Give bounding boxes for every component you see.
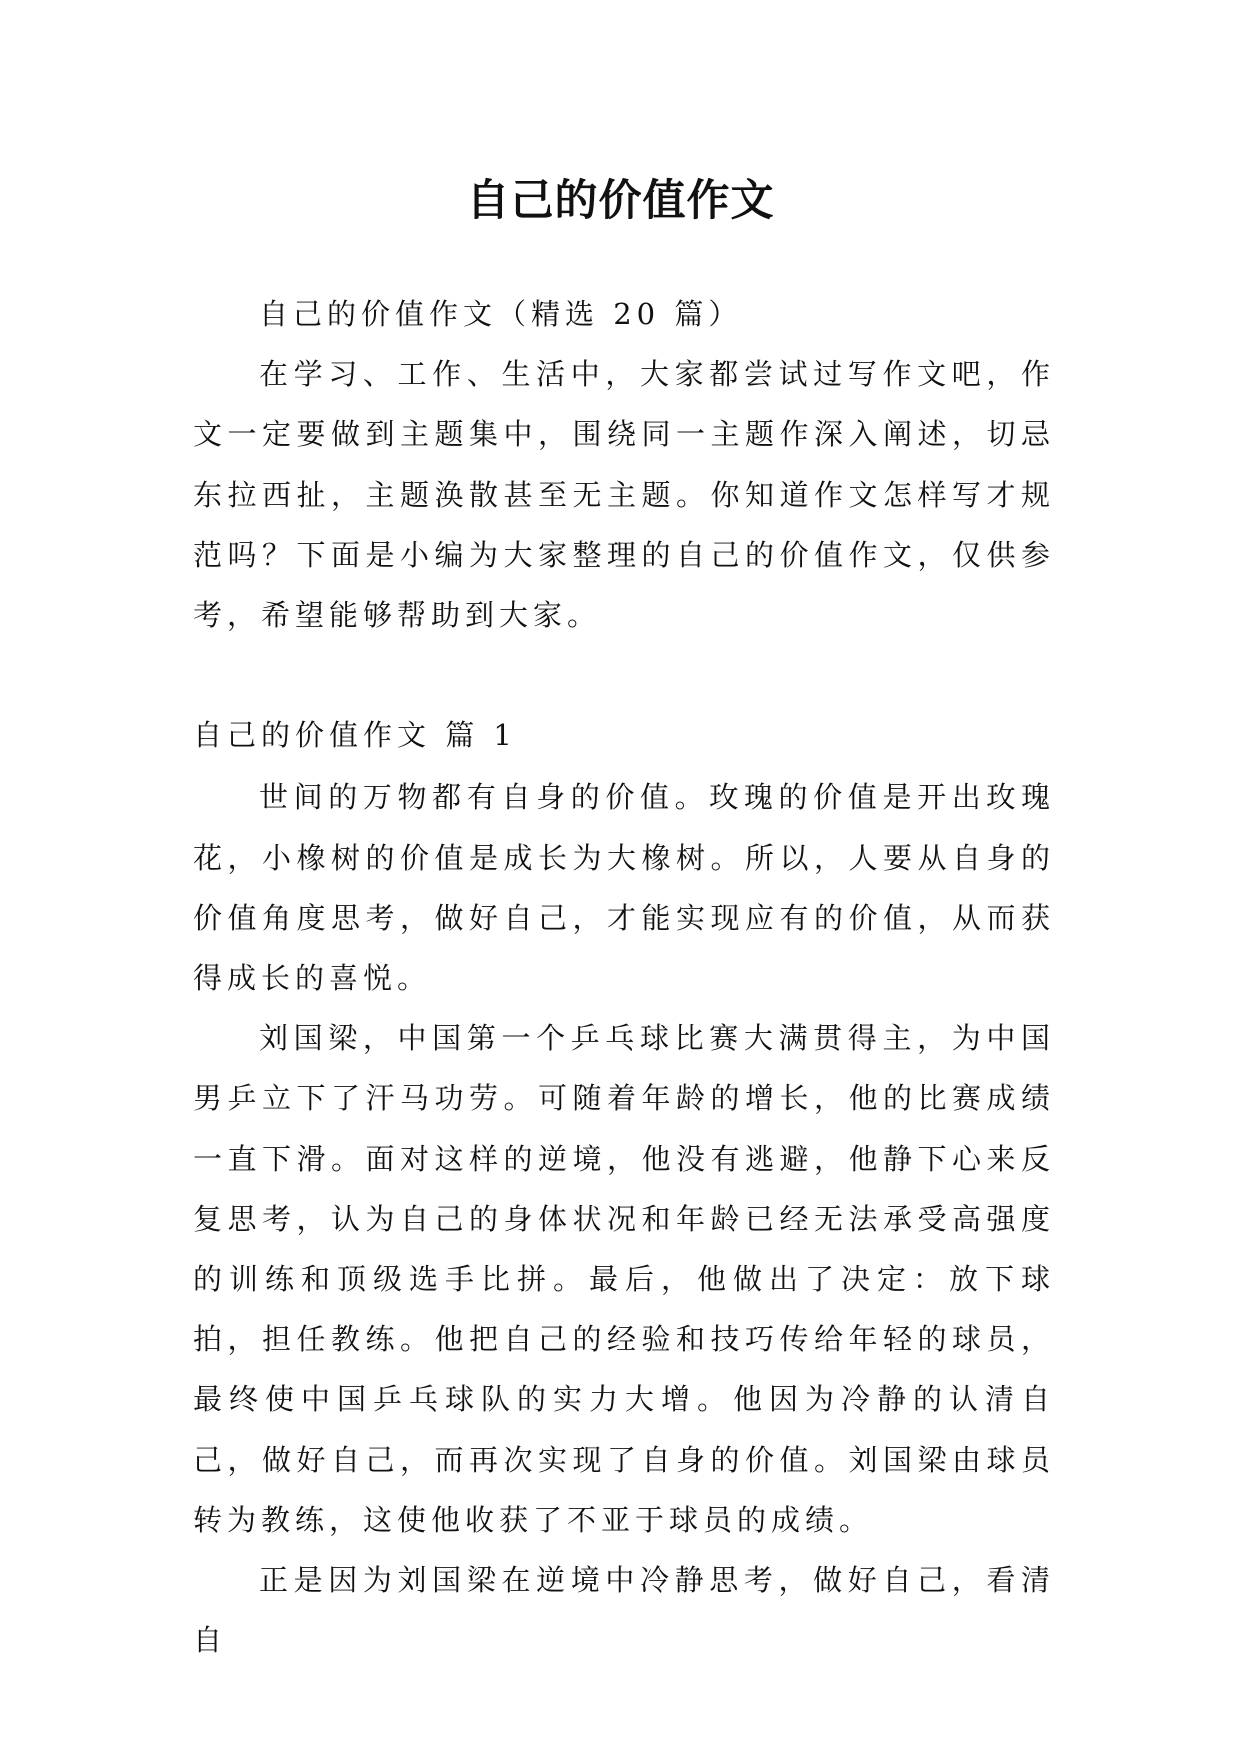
body-paragraph: 世间的万物都有自身的价值。玫瑰的价值是开出玫瑰花，小橡树的价值是成长为大橡树。所以，人要从自身的价值角度思考，做好自己，才能实现应有的价值，从而获得成长的喜悦。 (193, 780, 1055, 996)
body-paragraph: 刘国梁，中国第一个乒乓球比赛大满贯得主，为中国男乒立下了汗马功劳。可随着年龄的增长，他的比赛成绩一直下滑。面对这样的逆境，他没有逃避，他静下心来反复思考，认为自己的身体状况和年龄已经无法承受高强度的训练和顶级选手比拼。最后，他做出了决定：放下球拍，担任教练。他把自己的经验和技巧传给年轻的球员，最终使中国乒乓球队的实力大增。他因为冷静的认清自己，做好自己，而再次实现了自身的价值。刘国梁由球员转为教练，这使他收获了不亚于球员的成绩。 (193, 1021, 1055, 1537)
intro-paragraph: 在学习、工作、生活中，大家都尝试过写作文吧，作文一定要做到主题集中，围绕同一主题作深入阐述，切忌东拉西扯，主题涣散甚至无主题。你知道作文怎样写才规范吗？下面是小编为大家整理的自己的价值作文，仅供参考，希望能够帮助到大家。 (193, 357, 1055, 633)
section-title: 自己的价值作文 篇 1 (193, 718, 517, 753)
body-paragraph: 正是因为刘国梁在逆境中冷静思考，做好自己，看清自 (193, 1563, 1055, 1658)
document-subtitle: 自己的价值作文（精选 20 篇） (259, 297, 743, 331)
page-title: 自己的价值作文 (466, 175, 775, 226)
document-body (193, 284, 1055, 1670)
